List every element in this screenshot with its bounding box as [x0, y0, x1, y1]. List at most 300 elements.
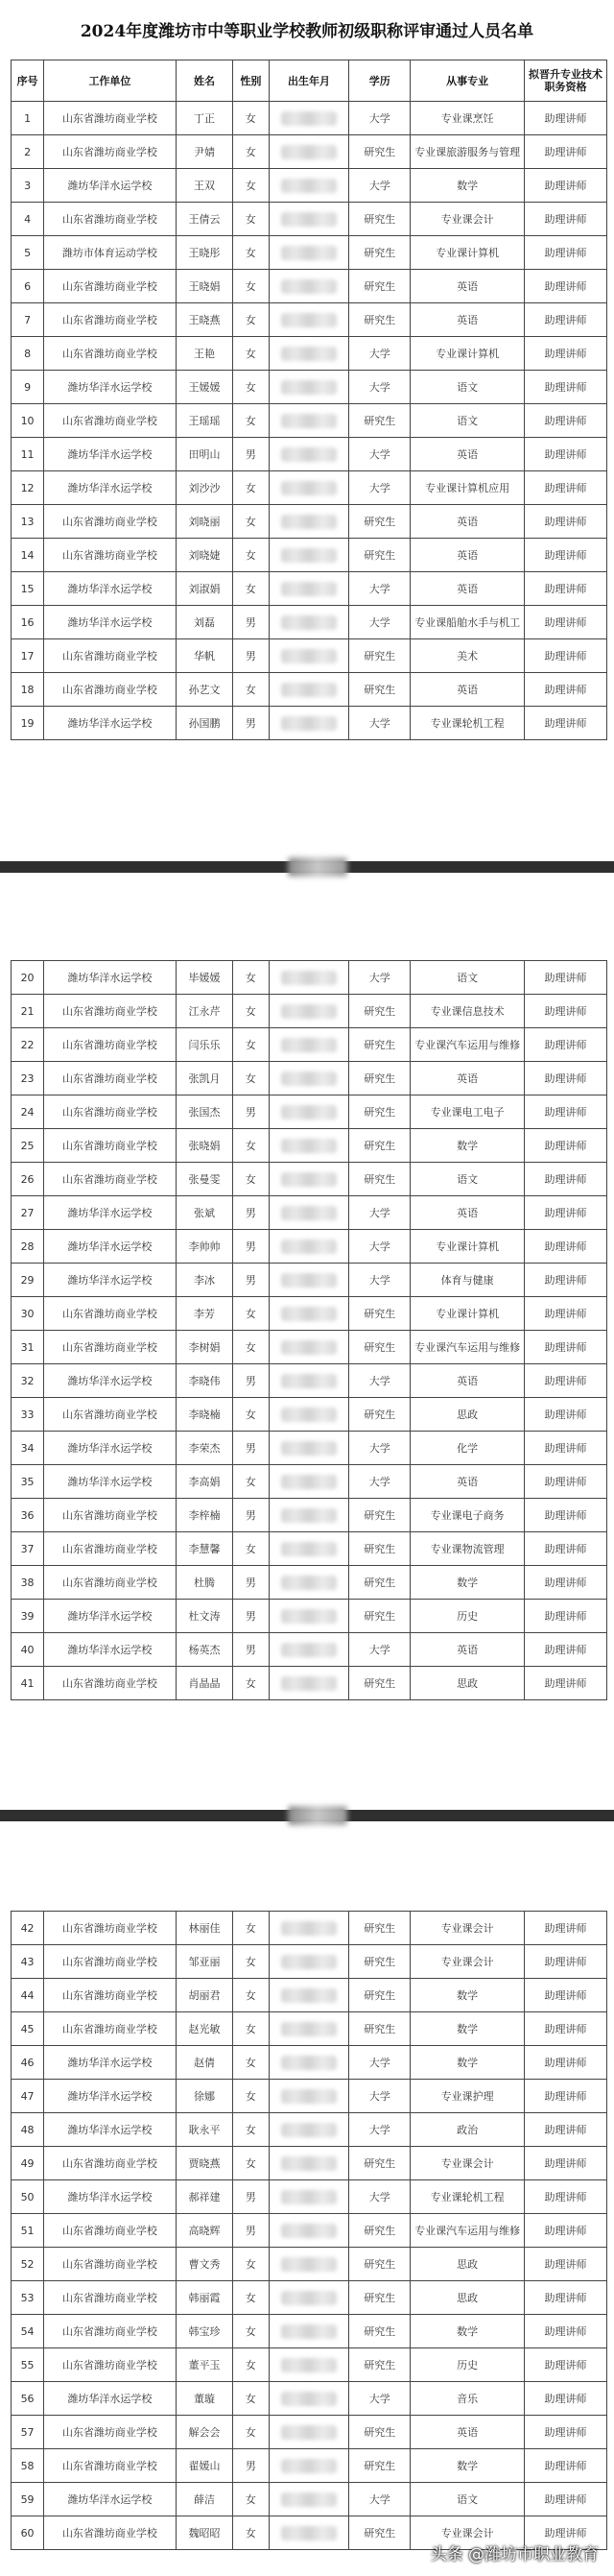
birth-date-redacted [269, 236, 349, 270]
cell-gender: 男 [233, 1432, 269, 1465]
cell-edu: 大学 [349, 961, 411, 995]
table-row [12, 1633, 607, 1667]
cell-no: 22 [12, 1028, 44, 1062]
cell-title: 助理讲师 [525, 1062, 607, 1095]
cell-title: 助理讲师 [525, 1230, 607, 1264]
cell-edu: 研究生 [349, 1129, 411, 1163]
table-row [12, 2416, 607, 2449]
table-row [12, 1062, 607, 1095]
roster-table-2 [11, 960, 607, 1700]
cell-gender: 女 [233, 1331, 269, 1364]
cell-edu: 大学 [349, 707, 411, 740]
table-row [12, 2315, 607, 2348]
cell-gender: 男 [233, 438, 269, 471]
table-row [12, 337, 607, 371]
table-row [12, 471, 607, 505]
cell-unit: 山东省潍坊商业学校 [44, 1912, 177, 1945]
cell-no: 9 [12, 371, 44, 404]
table-row [12, 1230, 607, 1264]
cell-title: 助理讲师 [525, 1979, 607, 2012]
table-row [12, 639, 607, 673]
cell-edu: 研究生 [349, 539, 411, 572]
table-row [12, 303, 607, 337]
cell-edu: 大学 [349, 438, 411, 471]
cell-unit: 潍坊华洋水运学校 [44, 1633, 177, 1667]
cell-title: 助理讲师 [525, 1196, 607, 1230]
cell-unit: 潍坊华洋水运学校 [44, 707, 177, 740]
cell-major: 专业课轮机工程 [411, 2180, 525, 2214]
redaction-blur [281, 1988, 337, 2003]
cell-gender: 男 [233, 1196, 269, 1230]
cell-gender: 女 [233, 203, 269, 236]
cell-title: 助理讲师 [525, 270, 607, 303]
table-row [12, 2180, 607, 2214]
table-row [12, 1095, 607, 1129]
cell-edu: 大学 [349, 1196, 411, 1230]
cell-title: 助理讲师 [525, 1499, 607, 1532]
cell-gender: 女 [233, 572, 269, 606]
cell-edu: 研究生 [349, 1912, 411, 1945]
redaction-blur [281, 649, 337, 663]
cell-gender: 女 [233, 1532, 269, 1566]
cell-name: 丁正 [176, 102, 232, 135]
cell-gender: 女 [233, 1667, 269, 1700]
table-row [12, 673, 607, 707]
cell-unit: 山东省潍坊商业学校 [44, 135, 177, 169]
column-header-major: 从事专业 [411, 60, 525, 102]
cell-title: 助理讲师 [525, 102, 607, 135]
cell-name: 江永芹 [176, 995, 232, 1028]
birth-date-redacted [269, 2180, 349, 2214]
redaction-blur [281, 2022, 337, 2036]
table-row [12, 1945, 607, 1979]
cell-no: 28 [12, 1230, 44, 1264]
redaction-blur [281, 2156, 337, 2171]
redaction-blur [281, 1955, 337, 1969]
cell-name: 董平玉 [176, 2348, 232, 2382]
cell-major: 数学 [411, 169, 525, 203]
cell-edu: 研究生 [349, 404, 411, 438]
cell-no: 2 [12, 135, 44, 169]
cell-edu: 研究生 [349, 2416, 411, 2449]
cell-edu: 大学 [349, 1230, 411, 1264]
table-row [12, 1364, 607, 1398]
redaction-blur [281, 615, 337, 630]
cell-title: 助理讲师 [525, 1633, 607, 1667]
redaction-blur [281, 683, 337, 697]
redaction-blur [281, 1374, 337, 1388]
birth-date-redacted [269, 135, 349, 169]
cell-title: 助理讲师 [525, 1600, 607, 1633]
cell-major: 体育与健康 [411, 1264, 525, 1297]
cell-unit: 山东省潍坊商业学校 [44, 2012, 177, 2046]
cell-major: 数学 [411, 1979, 525, 2012]
cell-gender: 女 [233, 2046, 269, 2080]
cell-no: 44 [12, 1979, 44, 2012]
cell-no: 47 [12, 2080, 44, 2113]
table-row [12, 404, 607, 438]
cell-edu: 研究生 [349, 2214, 411, 2248]
cell-unit: 山东省潍坊商业学校 [44, 2281, 177, 2315]
cell-unit: 潍坊华洋水运学校 [44, 2046, 177, 2080]
redaction-blur [281, 1240, 337, 1254]
cell-no: 34 [12, 1432, 44, 1465]
table-row [12, 1331, 607, 1364]
table-row [12, 1196, 607, 1230]
cell-gender: 女 [233, 673, 269, 707]
cell-no: 36 [12, 1499, 44, 1532]
cell-unit: 潍坊华洋水运学校 [44, 606, 177, 639]
redaction-blur [281, 2224, 337, 2238]
table-row [12, 1028, 607, 1062]
cell-edu: 大学 [349, 2180, 411, 2214]
cell-name: 王倩云 [176, 203, 232, 236]
cell-unit: 山东省潍坊商业学校 [44, 404, 177, 438]
cell-name: 王艳 [176, 337, 232, 371]
cell-major: 专业课计算机 [411, 236, 525, 270]
birth-date-redacted [269, 1230, 349, 1264]
birth-date-redacted [269, 1945, 349, 1979]
cell-major: 思政 [411, 2281, 525, 2315]
birth-date-redacted [269, 1432, 349, 1465]
cell-major: 专业课轮机工程 [411, 707, 525, 740]
birth-date-redacted [269, 2382, 349, 2416]
cell-major: 专业课会计 [411, 1912, 525, 1945]
table-row [12, 2348, 607, 2382]
cell-gender: 男 [233, 606, 269, 639]
cell-unit: 潍坊华洋水运学校 [44, 371, 177, 404]
cell-no: 13 [12, 505, 44, 539]
watermark-text: 头条 @潍坊市职业教育 [430, 2545, 599, 2564]
table-row [12, 236, 607, 270]
cell-unit: 山东省潍坊商业学校 [44, 1667, 177, 1700]
birth-date-redacted [269, 270, 349, 303]
cell-no: 33 [12, 1398, 44, 1432]
cell-no: 41 [12, 1667, 44, 1700]
cell-edu: 大学 [349, 169, 411, 203]
column-header-gender: 性别 [233, 60, 269, 102]
redaction-blur [281, 246, 337, 260]
cell-unit: 潍坊华洋水运学校 [44, 1196, 177, 1230]
cell-no: 49 [12, 2147, 44, 2180]
cell-major: 专业课会计 [411, 203, 525, 236]
cell-major: 英语 [411, 572, 525, 606]
cell-gender: 女 [233, 1163, 269, 1196]
cell-unit: 山东省潍坊商业学校 [44, 639, 177, 673]
cell-name: 胡丽君 [176, 1979, 232, 2012]
cell-title: 助理讲师 [525, 1364, 607, 1398]
cell-name: 王媛媛 [176, 371, 232, 404]
cell-edu: 研究生 [349, 2315, 411, 2348]
cell-gender: 男 [233, 2449, 269, 2483]
birth-date-redacted [269, 1633, 349, 1667]
cell-edu: 大学 [349, 2113, 411, 2147]
table-row [12, 2449, 607, 2483]
cell-title: 助理讲师 [525, 1465, 607, 1499]
cell-unit: 潍坊华洋水运学校 [44, 572, 177, 606]
cell-gender: 男 [233, 639, 269, 673]
cell-no: 25 [12, 1129, 44, 1163]
redaction-blur [281, 1206, 337, 1220]
cell-major: 专业课电子商务 [411, 1499, 525, 1532]
cell-edu: 研究生 [349, 1297, 411, 1331]
cell-gender: 女 [233, 102, 269, 135]
cell-major: 专业课计算机 [411, 1230, 525, 1264]
roster-table-1 [11, 60, 607, 740]
cell-name: 张斌 [176, 1196, 232, 1230]
cell-name: 林丽佳 [176, 1912, 232, 1945]
birth-date-redacted [269, 2012, 349, 2046]
cell-unit: 山东省潍坊商业学校 [44, 995, 177, 1028]
cell-edu: 研究生 [349, 2281, 411, 2315]
cell-no: 59 [12, 2483, 44, 2516]
cell-no: 19 [12, 707, 44, 740]
cell-title: 助理讲师 [525, 2281, 607, 2315]
cell-name: 张国杰 [176, 1095, 232, 1129]
table-row [12, 1398, 607, 1432]
cell-edu: 大学 [349, 1465, 411, 1499]
cell-no: 16 [12, 606, 44, 639]
redaction-blur [281, 1576, 337, 1590]
cell-title: 助理讲师 [525, 995, 607, 1028]
cell-name: 孙国鹏 [176, 707, 232, 740]
table-row [12, 2483, 607, 2516]
cell-gender: 男 [233, 1230, 269, 1264]
table-row [12, 1499, 607, 1532]
cell-no: 30 [12, 1297, 44, 1331]
cell-gender: 女 [233, 2348, 269, 2382]
table-row [12, 961, 607, 995]
table-row [12, 1566, 607, 1600]
birth-date-redacted [269, 1499, 349, 1532]
cell-major: 专业课计算机 [411, 1297, 525, 1331]
cell-title: 助理讲师 [525, 169, 607, 203]
cell-major: 语文 [411, 1163, 525, 1196]
cell-no: 21 [12, 995, 44, 1028]
cell-gender: 女 [233, 1129, 269, 1163]
cell-major: 语文 [411, 404, 525, 438]
cell-edu: 研究生 [349, 1028, 411, 1062]
cell-no: 29 [12, 1264, 44, 1297]
table-row [12, 2281, 607, 2315]
cell-gender: 男 [233, 1600, 269, 1633]
table-row [12, 371, 607, 404]
birth-date-redacted [269, 438, 349, 471]
redaction-blur [281, 2459, 337, 2473]
cell-edu: 研究生 [349, 2516, 411, 2550]
cell-unit: 山东省潍坊商业学校 [44, 1945, 177, 1979]
cell-no: 32 [12, 1364, 44, 1398]
redaction-blur [281, 1508, 337, 1523]
cell-gender: 女 [233, 1398, 269, 1432]
table-row [12, 2046, 607, 2080]
redaction-blur [281, 1139, 337, 1153]
cell-edu: 研究生 [349, 2012, 411, 2046]
cell-major: 专业课信息技术 [411, 995, 525, 1028]
cell-unit: 潍坊华洋水运学校 [44, 169, 177, 203]
cell-unit: 山东省潍坊商业学校 [44, 2315, 177, 2348]
cell-unit: 山东省潍坊商业学校 [44, 337, 177, 371]
cell-edu: 研究生 [349, 1566, 411, 1600]
cell-gender: 女 [233, 2483, 269, 2516]
cell-title: 助理讲师 [525, 203, 607, 236]
redaction-blur [281, 1441, 337, 1456]
cell-title: 助理讲师 [525, 1331, 607, 1364]
cell-no: 53 [12, 2281, 44, 2315]
cell-edu: 大学 [349, 2483, 411, 2516]
redaction-blur [281, 481, 337, 495]
page-separator [0, 1810, 614, 1821]
cell-gender: 女 [233, 169, 269, 203]
redaction-blur [281, 1475, 337, 1489]
cell-major: 语文 [411, 2483, 525, 2516]
separator-smudge [288, 857, 347, 877]
cell-edu: 大学 [349, 2382, 411, 2416]
redaction-blur [281, 212, 337, 227]
cell-edu: 研究生 [349, 1667, 411, 1700]
cell-no: 46 [12, 2046, 44, 2080]
cell-edu: 研究生 [349, 303, 411, 337]
cell-no: 37 [12, 1532, 44, 1566]
cell-major: 英语 [411, 2416, 525, 2449]
cell-name: 尹婧 [176, 135, 232, 169]
cell-edu: 研究生 [349, 1163, 411, 1196]
cell-gender: 女 [233, 1062, 269, 1095]
cell-unit: 潍坊华洋水运学校 [44, 1600, 177, 1633]
cell-no: 58 [12, 2449, 44, 2483]
cell-unit: 山东省潍坊商业学校 [44, 2449, 177, 2483]
table-row [12, 1532, 607, 1566]
page-title: 2024年度潍坊市中等职业学校教师初级职称评审通过人员名单 [80, 22, 534, 41]
table-row [12, 606, 607, 639]
redaction-blur [281, 2056, 337, 2070]
cell-name: 李冰 [176, 1264, 232, 1297]
cell-edu: 大学 [349, 471, 411, 505]
cell-major: 英语 [411, 1062, 525, 1095]
cell-edu: 研究生 [349, 270, 411, 303]
cell-gender: 女 [233, 404, 269, 438]
cell-unit: 山东省潍坊商业学校 [44, 203, 177, 236]
birth-date-redacted [269, 2214, 349, 2248]
cell-no: 7 [12, 303, 44, 337]
cell-no: 51 [12, 2214, 44, 2248]
cell-unit: 潍坊华洋水运学校 [44, 471, 177, 505]
cell-unit: 山东省潍坊商业学校 [44, 2214, 177, 2248]
cell-no: 31 [12, 1331, 44, 1364]
cell-title: 助理讲师 [525, 135, 607, 169]
cell-title: 助理讲师 [525, 1297, 607, 1331]
cell-name: 张晓娟 [176, 1129, 232, 1163]
cell-edu: 大学 [349, 337, 411, 371]
cell-name: 闫乐乐 [176, 1028, 232, 1062]
table-row [12, 1667, 607, 1700]
cell-no: 35 [12, 1465, 44, 1499]
cell-gender: 女 [233, 337, 269, 371]
birth-date-redacted [269, 1095, 349, 1129]
table-row [12, 2214, 607, 2248]
cell-major: 英语 [411, 1465, 525, 1499]
birth-date-redacted [269, 1331, 349, 1364]
cell-edu: 研究生 [349, 1979, 411, 2012]
table-row [12, 1979, 607, 2012]
cell-gender: 男 [233, 707, 269, 740]
birth-date-redacted [269, 1028, 349, 1062]
cell-edu: 研究生 [349, 2147, 411, 2180]
cell-major: 化学 [411, 1432, 525, 1465]
cell-gender: 女 [233, 303, 269, 337]
cell-unit: 山东省潍坊商业学校 [44, 1028, 177, 1062]
cell-name: 李帅帅 [176, 1230, 232, 1264]
cell-gender: 男 [233, 2180, 269, 2214]
cell-title: 助理讲师 [525, 236, 607, 270]
cell-edu: 大学 [349, 1364, 411, 1398]
cell-title: 助理讲师 [525, 707, 607, 740]
cell-major: 历史 [411, 2348, 525, 2382]
cell-gender: 女 [233, 270, 269, 303]
cell-edu: 研究生 [349, 1331, 411, 1364]
table-row [12, 2012, 607, 2046]
table-row [12, 1465, 607, 1499]
cell-major: 思政 [411, 2248, 525, 2281]
cell-unit: 山东省潍坊商业学校 [44, 1979, 177, 2012]
cell-title: 助理讲师 [525, 1398, 607, 1432]
cell-no: 4 [12, 203, 44, 236]
cell-edu: 大学 [349, 2046, 411, 2080]
cell-unit: 山东省潍坊商业学校 [44, 1566, 177, 1600]
cell-title: 助理讲师 [525, 2214, 607, 2248]
cell-major: 英语 [411, 673, 525, 707]
birth-date-redacted [269, 2516, 349, 2550]
column-header-edu: 学历 [349, 60, 411, 102]
cell-title: 助理讲师 [525, 961, 607, 995]
cell-unit: 潍坊华洋水运学校 [44, 2382, 177, 2416]
cell-unit: 山东省潍坊商业学校 [44, 303, 177, 337]
cell-gender: 女 [233, 1912, 269, 1945]
cell-edu: 研究生 [349, 673, 411, 707]
cell-name: 王晓彤 [176, 236, 232, 270]
cell-major: 数学 [411, 2046, 525, 2080]
cell-major: 专业课汽车运用与维修 [411, 1028, 525, 1062]
birth-date-redacted [269, 1062, 349, 1095]
cell-name: 韩丽霞 [176, 2281, 232, 2315]
redaction-blur [281, 179, 337, 193]
cell-title: 助理讲师 [525, 1264, 607, 1297]
cell-unit: 山东省潍坊商业学校 [44, 2147, 177, 2180]
table-row [12, 572, 607, 606]
cell-gender: 女 [233, 471, 269, 505]
cell-gender: 男 [233, 1364, 269, 1398]
cell-major: 英语 [411, 1364, 525, 1398]
cell-major: 专业课旅游服务与管理 [411, 135, 525, 169]
cell-major: 美术 [411, 639, 525, 673]
redaction-blur [281, 414, 337, 428]
cell-no: 54 [12, 2315, 44, 2348]
redaction-blur [281, 2190, 337, 2204]
cell-no: 57 [12, 2416, 44, 2449]
cell-unit: 潍坊华洋水运学校 [44, 1432, 177, 1465]
cell-gender: 女 [233, 1297, 269, 1331]
cell-no: 43 [12, 1945, 44, 1979]
cell-no: 56 [12, 2382, 44, 2416]
cell-gender: 女 [233, 505, 269, 539]
birth-date-redacted [269, 639, 349, 673]
birth-date-redacted [269, 471, 349, 505]
birth-date-redacted [269, 2046, 349, 2080]
redaction-blur [281, 1004, 337, 1019]
cell-edu: 大学 [349, 2080, 411, 2113]
cell-name: 肖晶晶 [176, 1667, 232, 1700]
redaction-blur [281, 515, 337, 529]
